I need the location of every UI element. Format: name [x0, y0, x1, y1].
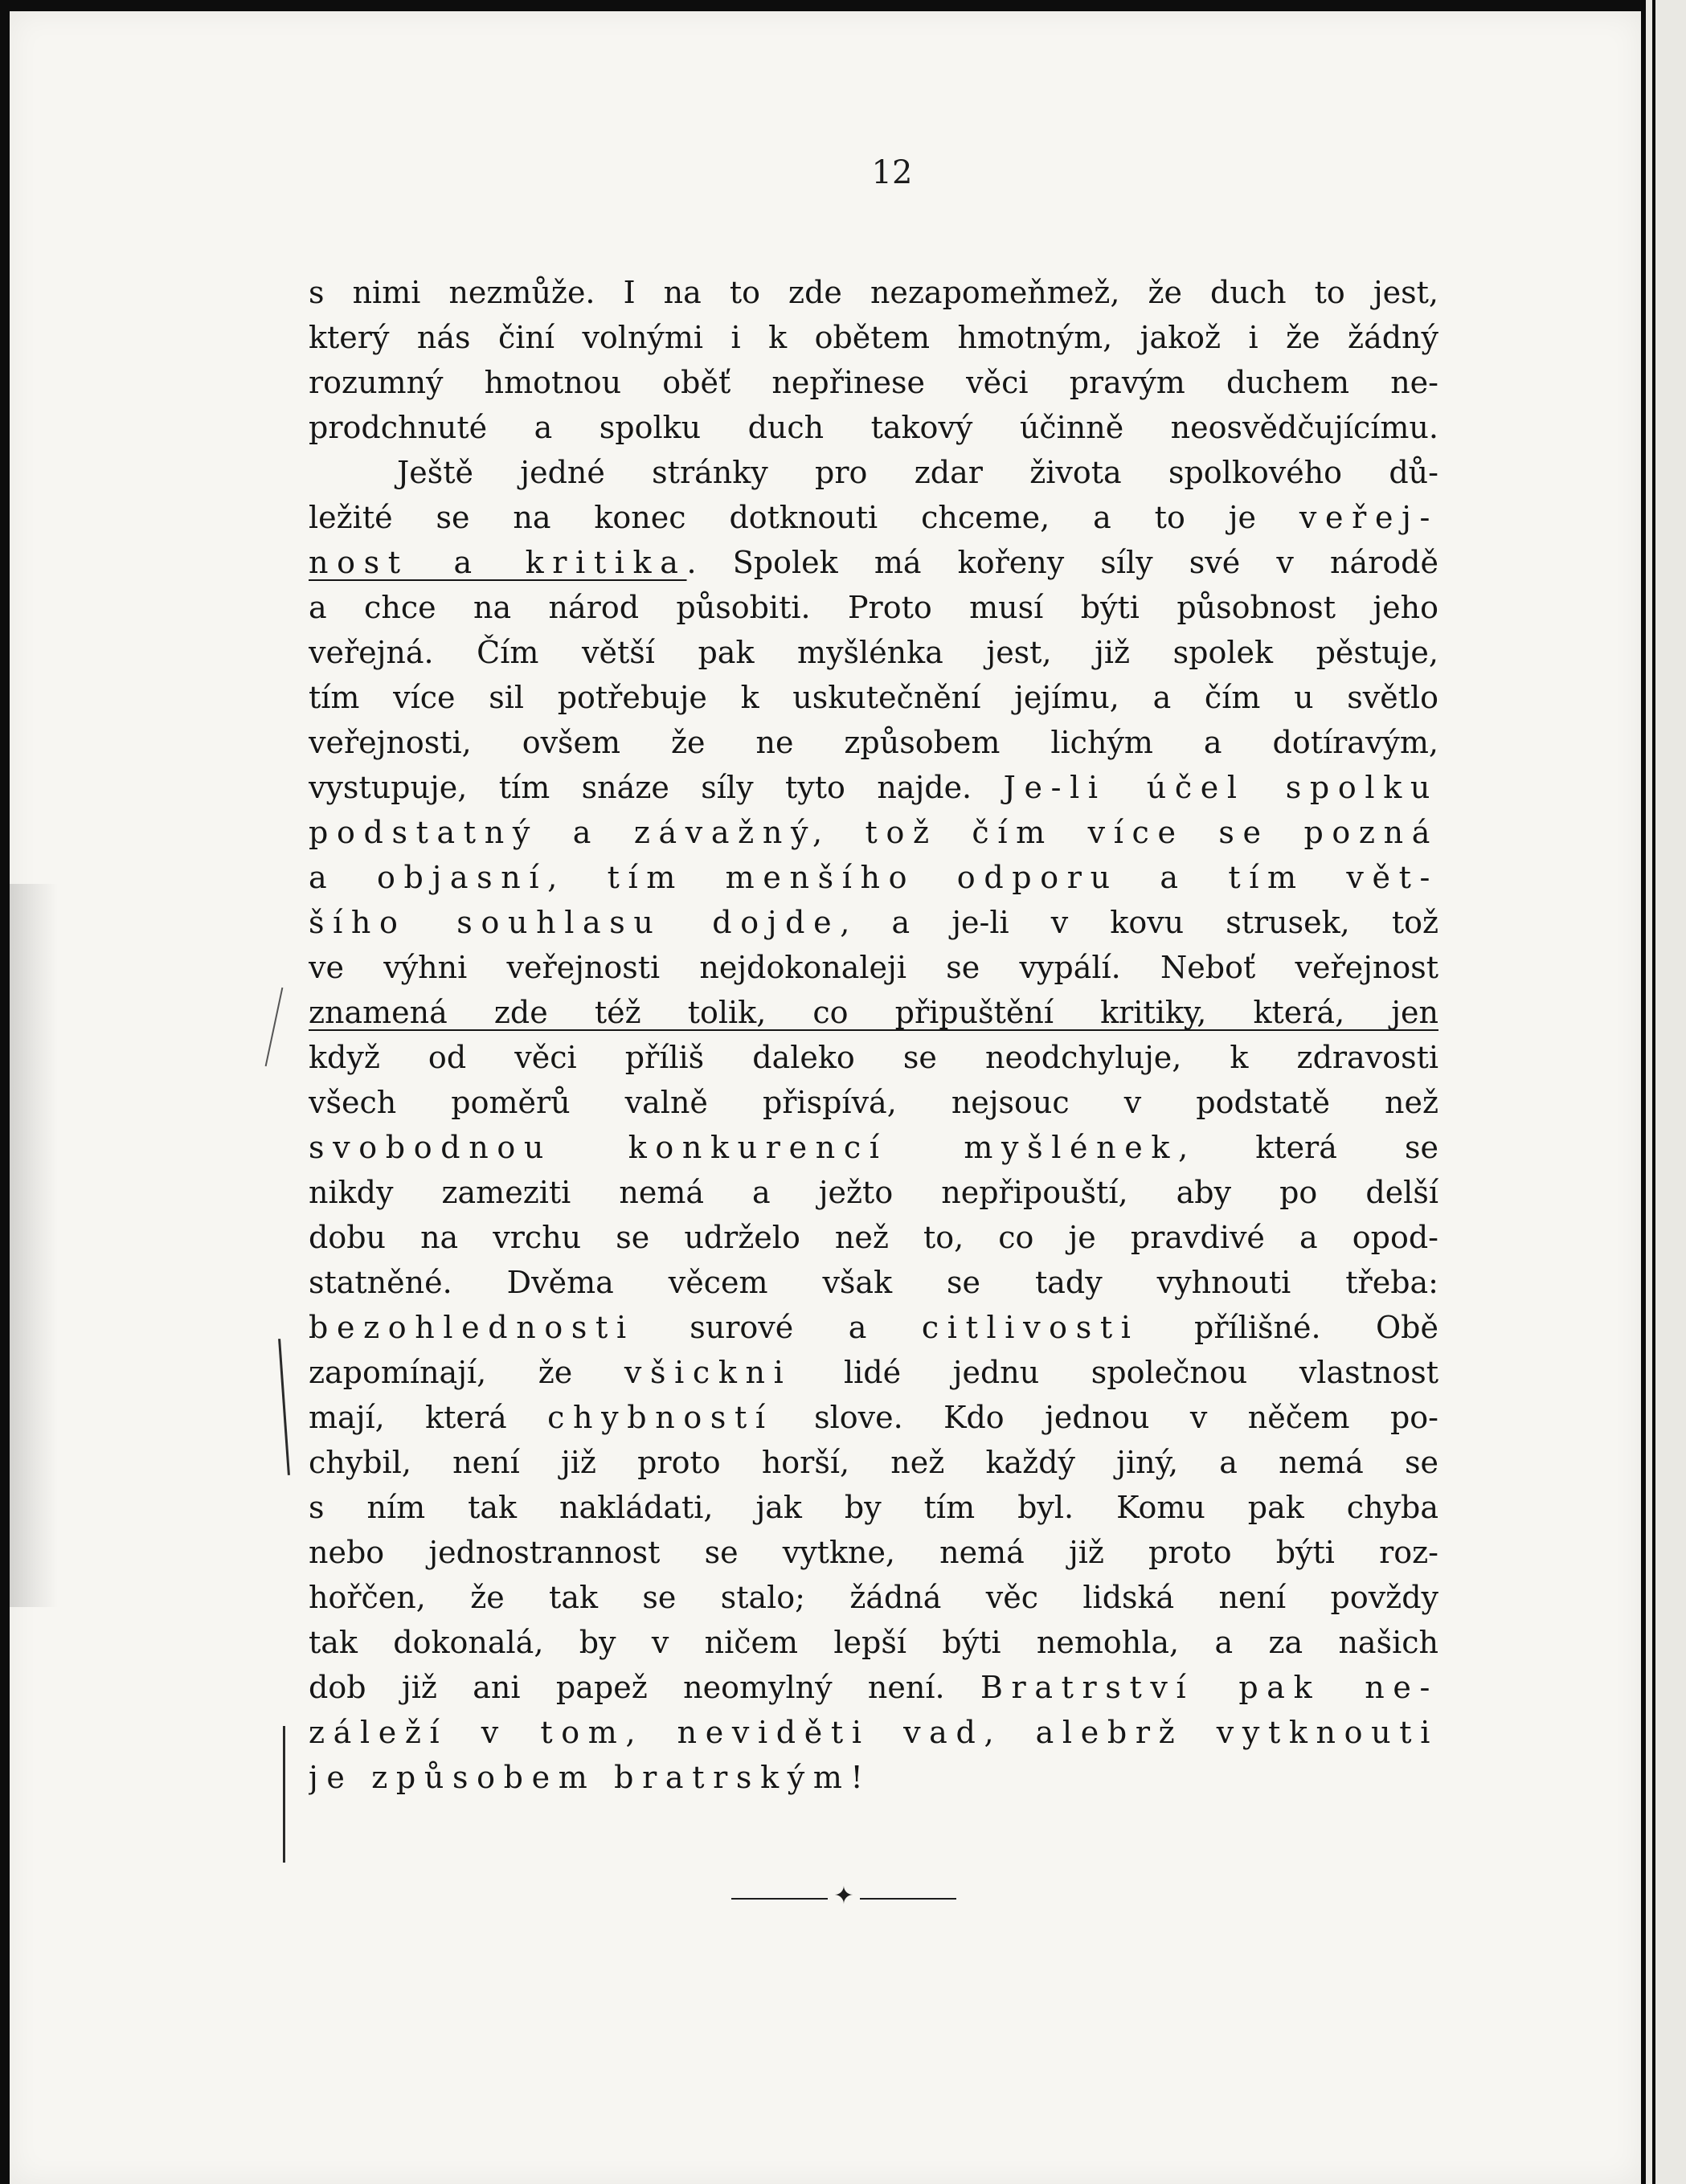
spaced-emphasis: svobodnou konkurencí myšlének — [309, 1130, 1179, 1165]
divider-rule — [731, 1898, 828, 1900]
text-line: tak dokonalá, by v ničem lepší býti nemohla, a za našich — [309, 1625, 1438, 1660]
spaced-emphasis: nost a kritika — [309, 545, 687, 580]
text-line: ve výhni veřejnosti nejdokonaleji se vypálí. Neboť veřejnost — [309, 950, 1438, 985]
text-line: hořčen, že tak se stalo; žádná věc lidská není povždy — [309, 1580, 1438, 1615]
spaced-emphasis: bezohlednosti — [309, 1310, 635, 1345]
spaced-emphasis: záleží v tom, neviděti vad, alebrž vytknouti — [309, 1715, 1438, 1750]
margin-pencil-mark — [283, 1726, 285, 1863]
text-line: s nimi nezmůže. I na to zde nezapomeňmež, že duch to jest, — [309, 275, 1438, 310]
text-line: nebo jednostrannost se vytkne, nemá již proto býti roz- — [309, 1535, 1438, 1570]
spaced-emphasis: a objasní, tím menšího odporu a tím vět- — [309, 860, 1438, 895]
text-line: s ním tak nakládati, jak by tím byl. Komu pak chyba — [309, 1490, 1438, 1525]
text-line — [309, 810, 1438, 855]
text-line: a chce na národ působiti. Proto musí býti působnost jeho — [309, 590, 1438, 625]
text-line: dobu na vrchu se udrželo než to, co je pravdivé a opod- — [309, 1220, 1438, 1255]
text-line: když od věci příliš daleko se neodchyluje, k zdravosti — [309, 1040, 1438, 1075]
text-line: znamená zde též tolik, co připuštění kritiky, která, jen — [309, 995, 1438, 1030]
spaced-emphasis: šího souhlasu dojde — [309, 905, 841, 940]
text-line: veřejnosti, ovšem že ne způsobem lichým a dotíravým, — [309, 725, 1438, 760]
text-line — [309, 855, 1438, 900]
text-line: nikdy zameziti nemá a ježto nepřipouští, aby po delší — [309, 1175, 1438, 1210]
page-shadow — [10, 884, 58, 1607]
spaced-emphasis: podstatný a závažný, tož čím více se pozná — [309, 815, 1438, 850]
spaced-emphasis: Je-li účel spolku — [1003, 770, 1438, 805]
text-line: chybil, není již proto horší, než každý jiný, a nemá se — [309, 1445, 1438, 1480]
text-line: nost a kritika. Spolek má kořeny síly své v národě — [309, 545, 1438, 580]
text-line: mají, která chybností slove. Kdo jednou v něčem po- — [309, 1400, 1438, 1435]
spaced-emphasis: je způsobem bratrským! — [309, 1760, 872, 1795]
text-line: ležité se na konec dotknouti chceme, a to je veřej- — [309, 500, 1438, 535]
page-edge — [1641, 0, 1686, 2184]
text-line: všech poměrů valně přispívá, nejsouc v podstatě než — [309, 1085, 1438, 1120]
text-line: statněné. Dvěma věcem však se tady vyhnouti třeba: — [309, 1265, 1438, 1300]
spaced-emphasis: všickni — [624, 1355, 792, 1390]
section-divider — [731, 1882, 956, 1911]
text-line: veřejná. Čím větší pak myšlénka jest, již spolek pěstuje, — [309, 635, 1438, 670]
spaced-emphasis: Bratrství pak ne- — [980, 1670, 1438, 1705]
text-line: vystupuje, tím snáze síly tyto najde. Je-li účel spolku — [309, 770, 1438, 805]
text-line: prodchnuté a spolku duch takový účinně neosvědčujícímu. — [309, 410, 1438, 445]
spaced-emphasis: chybností — [547, 1400, 774, 1435]
text-line: Ještě jedné stránky pro zdar života spolkového dů- — [397, 455, 1438, 490]
text-line: šího souhlasu dojde, a je-li v kovu strusek, tož — [309, 905, 1438, 940]
text-line: dob již ani papež neomylný není. Bratrství pak ne- — [309, 1670, 1438, 1705]
text-line — [309, 1710, 1438, 1755]
text-line: který nás činí volnými i k obětem hmotným, jakož i že žádný — [309, 320, 1438, 355]
page-number: 12 — [871, 154, 913, 191]
spaced-emphasis: citlivosti — [921, 1310, 1140, 1345]
text-line — [309, 1755, 1438, 1800]
text-line: bezohlednosti surové a citlivosti přílišné. Obě — [309, 1310, 1438, 1345]
text-line: svobodnou konkurencí myšlének, která se — [309, 1130, 1438, 1165]
text-line: zapomínají, že všickni lidé jednu společnou vlastnost — [309, 1355, 1438, 1390]
spaced-emphasis: veřej- — [1299, 500, 1438, 535]
divider-rule — [860, 1898, 956, 1900]
ornament-icon: ✦ — [833, 1882, 854, 1910]
text-line: rozumný hmotnou oběť nepřinese věci pravým duchem ne- — [309, 365, 1438, 400]
body-text — [309, 270, 1438, 1800]
text-line: tím více sil potřebuje k uskutečnění jejímu, a čím u světlo — [309, 680, 1438, 715]
